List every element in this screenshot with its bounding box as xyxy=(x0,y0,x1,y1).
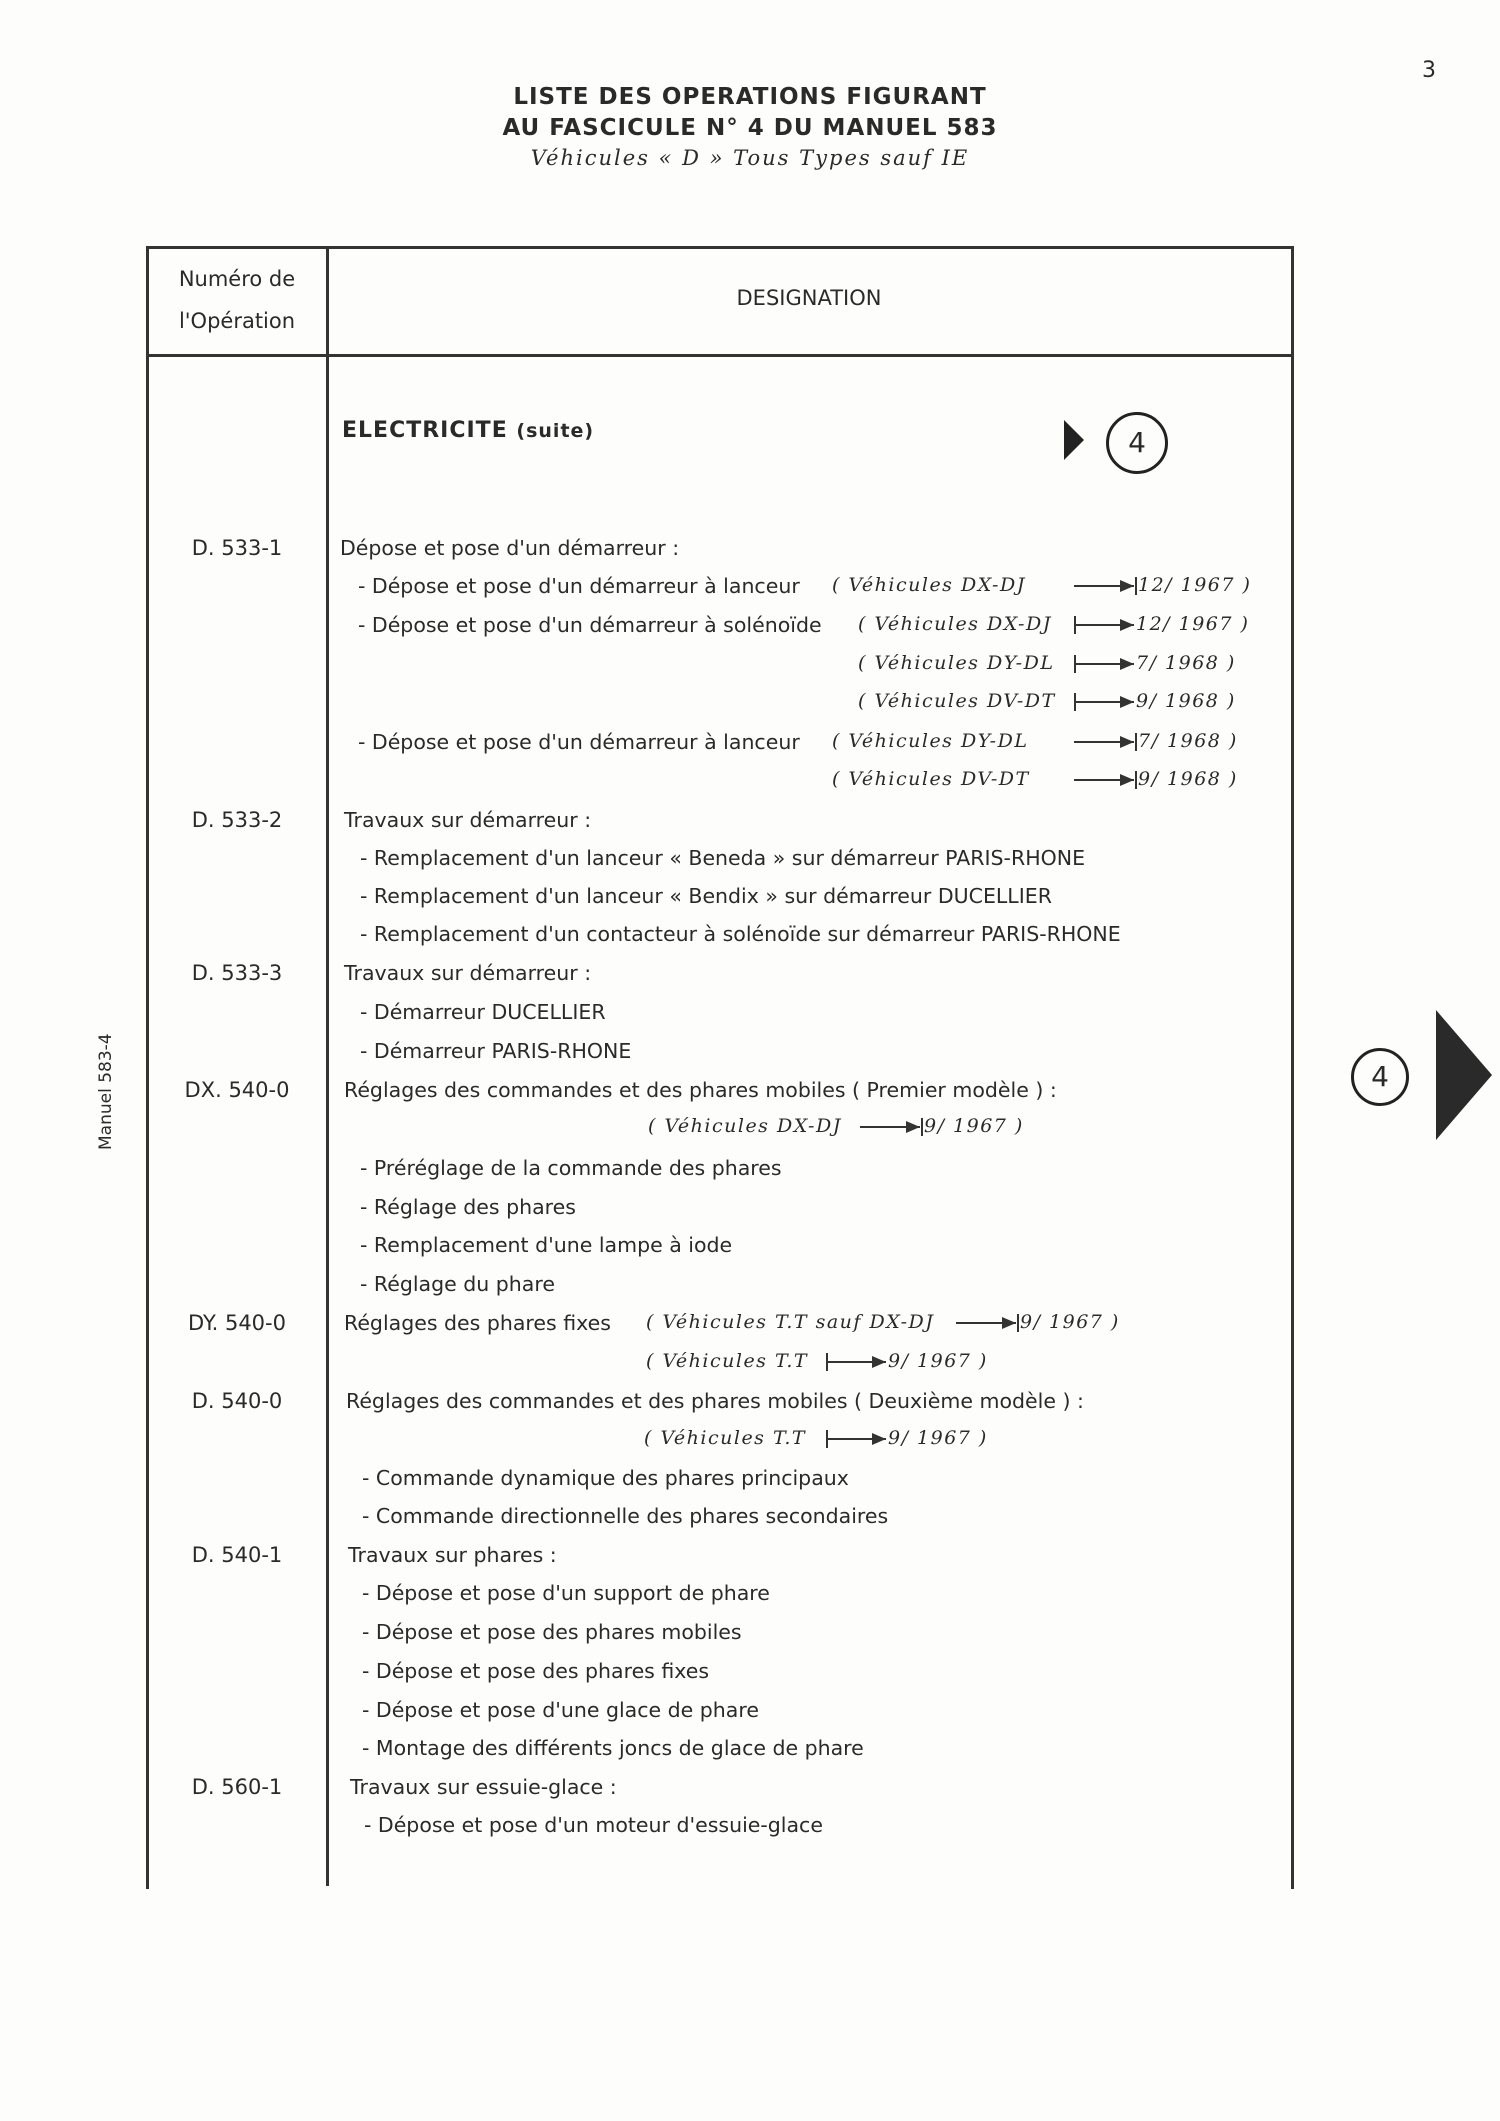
date-value: 9/ 1968 ) xyxy=(1136,690,1236,712)
op-line: - Dépose et pose d'un démarreur à solénoïde xyxy=(358,613,822,637)
vehicle-note: ( Véhicules DX-DJ xyxy=(832,574,1026,596)
vehicle-note: ( Véhicules DV-DT xyxy=(858,690,1056,712)
column-header-number xyxy=(150,258,324,342)
document-subtitle: Véhicules « D » Tous Types sauf IE xyxy=(530,146,970,170)
until-arrow-icon xyxy=(1074,741,1134,743)
vehicle-note: ( Véhicules DY-DL xyxy=(832,730,1029,752)
date-note xyxy=(1072,574,1251,596)
from-arrow-icon xyxy=(1074,624,1134,626)
op-title: Travaux sur démarreur : xyxy=(344,808,592,832)
op-line: - Dépose et pose d'un support de phare xyxy=(362,1581,770,1605)
op-line: - Réglage des phares xyxy=(360,1195,576,1219)
op-number: D. 560-1 xyxy=(191,1775,283,1799)
from-arrow-icon xyxy=(826,1361,886,1363)
column-header-number-line2: l'Opération xyxy=(178,309,296,333)
op-line: - Remplacement d'une lampe à iode xyxy=(360,1233,733,1257)
date-note xyxy=(1072,690,1236,712)
op-number: D. 533-1 xyxy=(191,536,283,560)
op-number: D. 540-0 xyxy=(191,1389,283,1413)
op-line: - Remplacement d'un contacteur à solénoïde sur démarreur PARIS-RHONE xyxy=(360,922,1121,946)
op-line: - Préréglage de la commande des phares xyxy=(360,1156,782,1180)
op-title: Travaux sur essuie-glace : xyxy=(350,1775,617,1799)
document-title-line2: AU FASCICULE N° 4 DU MANUEL 583 xyxy=(502,115,998,141)
op-line: - Démarreur PARIS-RHONE xyxy=(360,1039,632,1063)
date-value: 9/ 1967 ) xyxy=(888,1350,988,1372)
vehicle-note: ( Véhicules DY-DL xyxy=(858,652,1055,674)
until-arrow-icon xyxy=(1074,585,1134,587)
date-note xyxy=(1072,730,1238,752)
column-header-number-line1: Numéro de xyxy=(178,267,296,291)
date-note xyxy=(954,1311,1120,1333)
date-note xyxy=(1072,613,1249,635)
op-line: - Dépose et pose des phares fixes xyxy=(362,1659,710,1683)
date-value: 12/ 1967 ) xyxy=(1136,613,1250,635)
until-arrow-icon xyxy=(860,1126,920,1128)
op-number: DY. 540-0 xyxy=(188,1311,286,1335)
section-title-suffix: (suite) xyxy=(516,420,595,442)
section-arrow-icon xyxy=(1064,420,1084,460)
section-badge: 4 xyxy=(1106,412,1168,474)
op-title: Travaux sur phares : xyxy=(348,1543,557,1567)
column-header-designation: DESIGNATION xyxy=(736,286,882,310)
date-value: 12/ 1967 ) xyxy=(1138,574,1252,596)
page-number: 3 xyxy=(1422,58,1436,83)
date-note xyxy=(858,1115,1024,1137)
date-value: 9/ 1967 ) xyxy=(924,1115,1024,1137)
from-arrow-icon xyxy=(826,1438,886,1440)
vehicle-note: ( Véhicules DX-DJ xyxy=(858,613,1052,635)
date-note xyxy=(824,1427,988,1449)
date-note xyxy=(1072,652,1236,674)
document-title-line1: LISTE DES OPERATIONS FIGURANT xyxy=(513,84,987,110)
next-section-badge: 4 xyxy=(1351,1048,1409,1106)
op-line: - Remplacement d'un lanceur « Beneda » sur démarreur PARIS-RHONE xyxy=(360,846,1086,870)
op-number: D. 540-1 xyxy=(191,1543,283,1567)
until-arrow-icon xyxy=(1074,779,1134,781)
until-arrow-icon xyxy=(956,1322,1016,1324)
op-line: - Démarreur DUCELLIER xyxy=(360,1000,606,1024)
op-line: - Dépose et pose d'un moteur d'essuie-glace xyxy=(364,1813,823,1837)
op-number: D. 533-3 xyxy=(191,961,283,985)
op-line: - Commande dynamique des phares principaux xyxy=(362,1466,849,1490)
op-number: D. 533-2 xyxy=(191,808,283,832)
date-value: 9/ 1967 ) xyxy=(1020,1311,1120,1333)
op-title: Réglages des phares fixes xyxy=(344,1311,611,1335)
date-value: 9/ 1967 ) xyxy=(888,1427,988,1449)
op-title: Réglages des commandes et des phares mobiles ( Premier modèle ) : xyxy=(344,1078,1057,1102)
op-line: - Dépose et pose d'une glace de phare xyxy=(362,1698,759,1722)
date-value: 9/ 1968 ) xyxy=(1138,768,1238,790)
op-title: Réglages des commandes et des phares mobiles ( Deuxième modèle ) : xyxy=(346,1389,1084,1413)
section-title xyxy=(342,418,594,443)
section-title-text: ELECTRICITE xyxy=(342,418,508,443)
op-line: - Dépose et pose d'un démarreur à lanceur xyxy=(358,574,800,598)
next-arrow-icon xyxy=(1436,1010,1492,1140)
date-value: 7/ 1968 ) xyxy=(1136,652,1236,674)
vehicle-note: ( Véhicules T.T sauf DX-DJ xyxy=(646,1311,935,1333)
op-title: Travaux sur démarreur : xyxy=(344,961,592,985)
vehicle-note: ( Véhicules T.T xyxy=(644,1427,807,1449)
table-header-divider xyxy=(146,354,1291,357)
vehicle-note: ( Véhicules DV-DT xyxy=(832,768,1030,790)
from-arrow-icon xyxy=(1074,701,1134,703)
op-number: DX. 540-0 xyxy=(184,1078,290,1102)
op-line: - Remplacement d'un lanceur « Bendix » sur démarreur DUCELLIER xyxy=(360,884,1052,908)
date-note xyxy=(1072,768,1238,790)
date-note xyxy=(824,1350,988,1372)
op-line: - Dépose et pose d'un démarreur à lanceur xyxy=(358,730,800,754)
side-manual-label: Manuel 583-4 xyxy=(96,1033,116,1150)
from-arrow-icon xyxy=(1074,663,1134,665)
op-line: - Réglage du phare xyxy=(360,1272,555,1296)
table-column-divider xyxy=(326,246,329,1886)
date-value: 7/ 1968 ) xyxy=(1138,730,1238,752)
op-title: Dépose et pose d'un démarreur : xyxy=(340,536,680,560)
vehicle-note: ( Véhicules T.T xyxy=(646,1350,809,1372)
op-line: - Dépose et pose des phares mobiles xyxy=(362,1620,742,1644)
vehicle-note: ( Véhicules DX-DJ xyxy=(648,1115,842,1137)
op-line: - Montage des différents joncs de glace de phare xyxy=(362,1736,864,1760)
op-line: - Commande directionnelle des phares secondaires xyxy=(362,1504,889,1528)
